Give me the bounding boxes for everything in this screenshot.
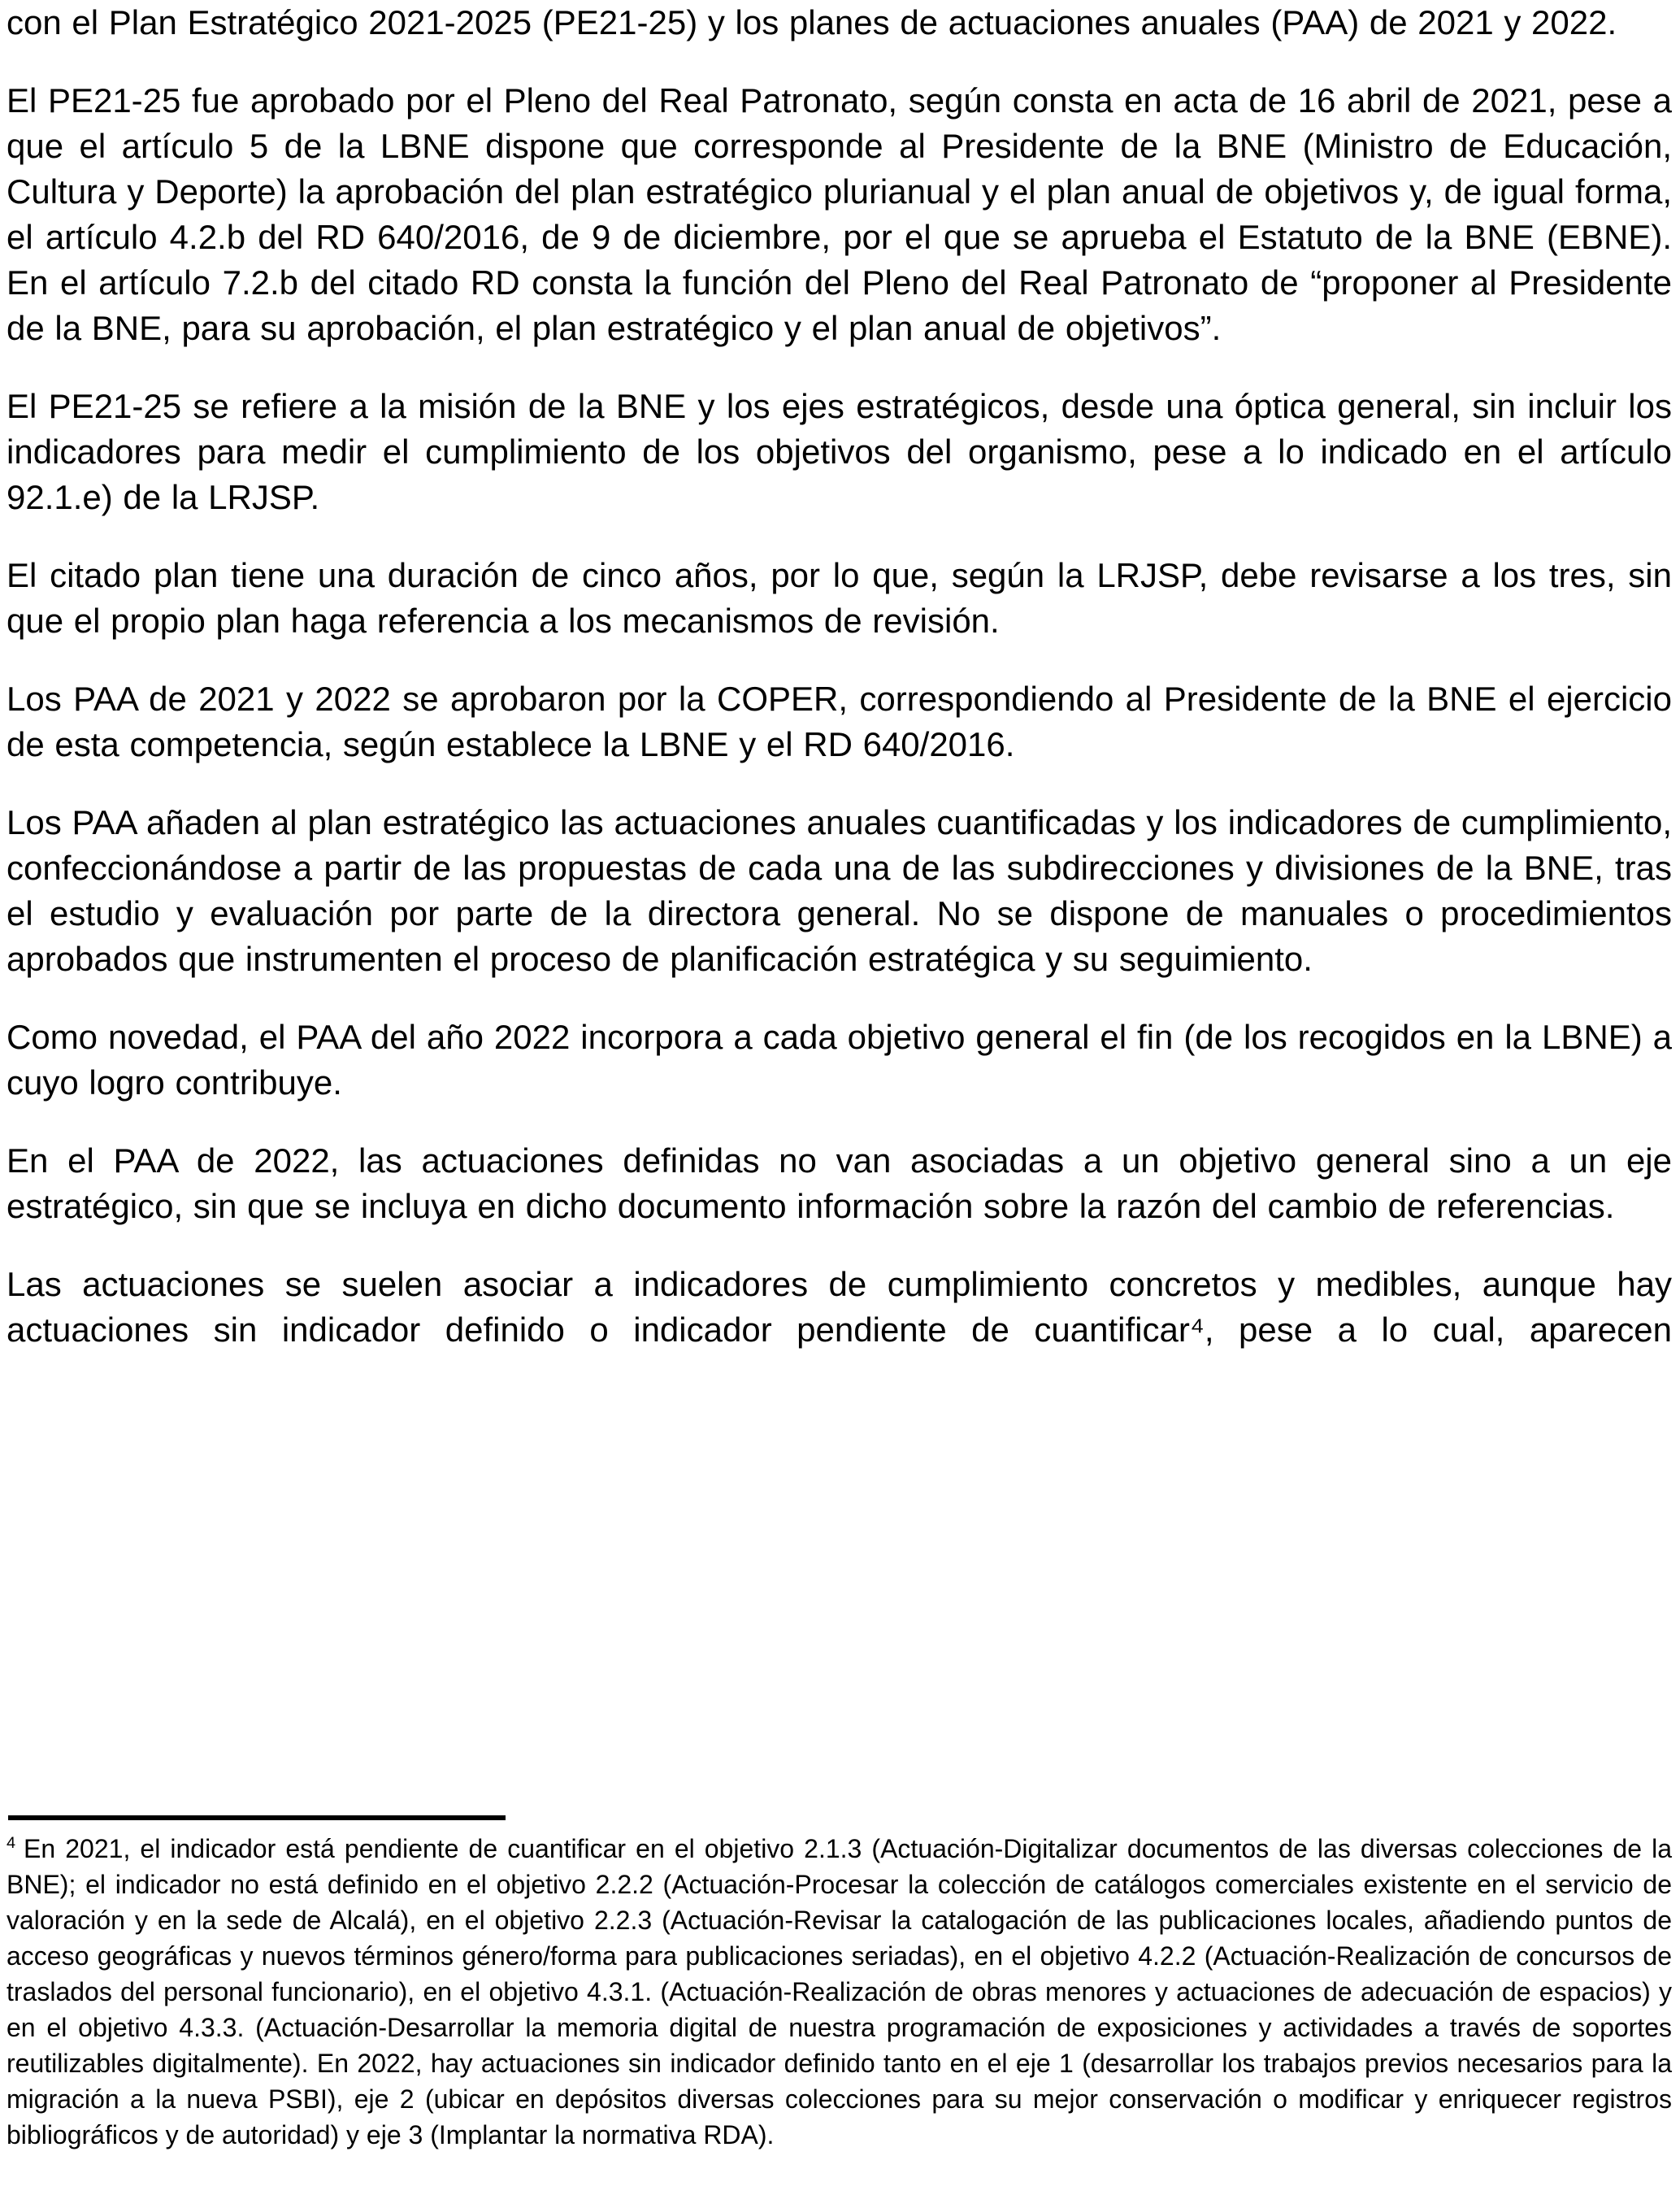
footnote-text: [7, 1831, 1672, 2153]
body-paragraph-4: El citado plan tiene una duración de cinco años, por lo que, según la LRJSP, debe revisarse a los tres, sin que el propio plan haga referencia a los mecanismos de revisión.: [7, 556, 1672, 640]
body-paragraph-2: El PE21-25 fue aprobado por el Pleno del Real Patronato, según consta en acta de 16 abril de 2021, pese a que el artículo 5 de la LBNE dispone que corresponde al Presidente de la BNE (Ministro de Educación, Cultura y Deporte) la aprobación del plan estratégico plurianual y el plan anual de objetivos y, de igual forma, el artículo 4.2.b del RD 640/2016, de 9 de diciembre, por el que se aprueba el Estatuto de la BNE (EBNE). En el artículo 7.2.b del citado RD consta la función del Pleno del Real Patronato de “proponer al Presidente de la BNE, para su aprobación, el plan estratégico y el plan anual de objetivos”.: [7, 81, 1672, 347]
footnote-marker: 4: [7, 1834, 16, 1853]
body-paragraph-8: En el PAA de 2022, las actuaciones definidas no van asociadas a un objetivo general sino a un eje estratégico, sin que se incluya en dicho documento información sobre la razón del cambio de referencias.: [7, 1141, 1672, 1225]
body-paragraph-1: con el Plan Estratégico 2021-2025 (PE21-25) y los planes de actuaciones anuales (PAA) de 2021 y 2022.: [7, 3, 1617, 41]
body-paragraph-9: Las actuaciones se suelen asociar a indicadores de cumplimiento concretos y medibles, aunque hay actuaciones sin indicador definido o indicador pendiente de cuantificar⁴, pese a lo cual, aparecen: [7, 1265, 1672, 1349]
body-paragraph-5: Los PAA de 2021 y 2022 se aprobaron por la COPER, correspondiendo al Presidente de la BNE el ejercicio de esta competencia, según establece la LBNE y el RD 640/2016.: [7, 680, 1672, 763]
footnote-separator-line: [8, 1815, 506, 1820]
body-paragraph-3: El PE21-25 se refiere a la misión de la BNE y los ejes estratégicos, desde una óptica general, sin incluir los indicadores para medir el cumplimiento de los objetivos del organismo, pese a lo indicado en el artículo 92.1.e) de la LRJSP.: [7, 387, 1672, 516]
body-text-block: [7, 0, 1672, 1385]
body-paragraph-6: Los PAA añaden al plan estratégico las actuaciones anuales cuantificadas y los indicadores de cumplimiento, confeccionándose a partir de las propuestas de cada una de las subdirecciones y divisiones de la BNE, tras el estudio y evaluación por parte de la directora general. No se dispone de manuales o procedimientos aprobados que instrumenten el proceso de planificación estratégica y su seguimiento.: [7, 803, 1672, 978]
body-paragraph-7: Como novedad, el PAA del año 2022 incorpora a cada objetivo general el fin (de los recogidos en la LBNE) a cuyo logro contribuye.: [7, 1018, 1672, 1102]
footnote-body: En 2021, el indicador está pendiente de cuantificar en el objetivo 2.1.3 (Actuación-Digitalizar documentos de las diversas colecciones de la BNE); el indicador no está definido en el objetivo 2.2.2 (Actuación-Procesar la colección de catálogos comerciales existente en el servicio de valoración y en la sede de Alcalá), en el objetivo 2.2.3 (Actuación-Revisar la catalogación de las publicaciones locales, añadiendo puntos de acceso geográficas y nuevos términos género/forma para publicaciones seriadas), en el objetivo 4.2.2 (Actuación-Realización de concursos de traslados del personal funcionario), en el objetivo 4.3.1. (Actuación-Realización de obras menores y actuaciones de adecuación de espacios) y en el objetivo 4.3.3. (Actuación-Desarrollar la memoria digital de nuestra programación de exposiciones y actividades a través de soportes reutilizables digitalmente). En 2022, hay actuaciones sin indicador definido tanto en el eje 1 (desarrollar los trabajos previos necesarios para la migración a la nueva PSBI), eje 2 (ubicar en depósitos diversas colecciones para su mejor conservación o modificar y enriquecer registros bibliográficos y de autoridad) y eje 3 (Implantar la normativa RDA).: [7, 1834, 1672, 2149]
